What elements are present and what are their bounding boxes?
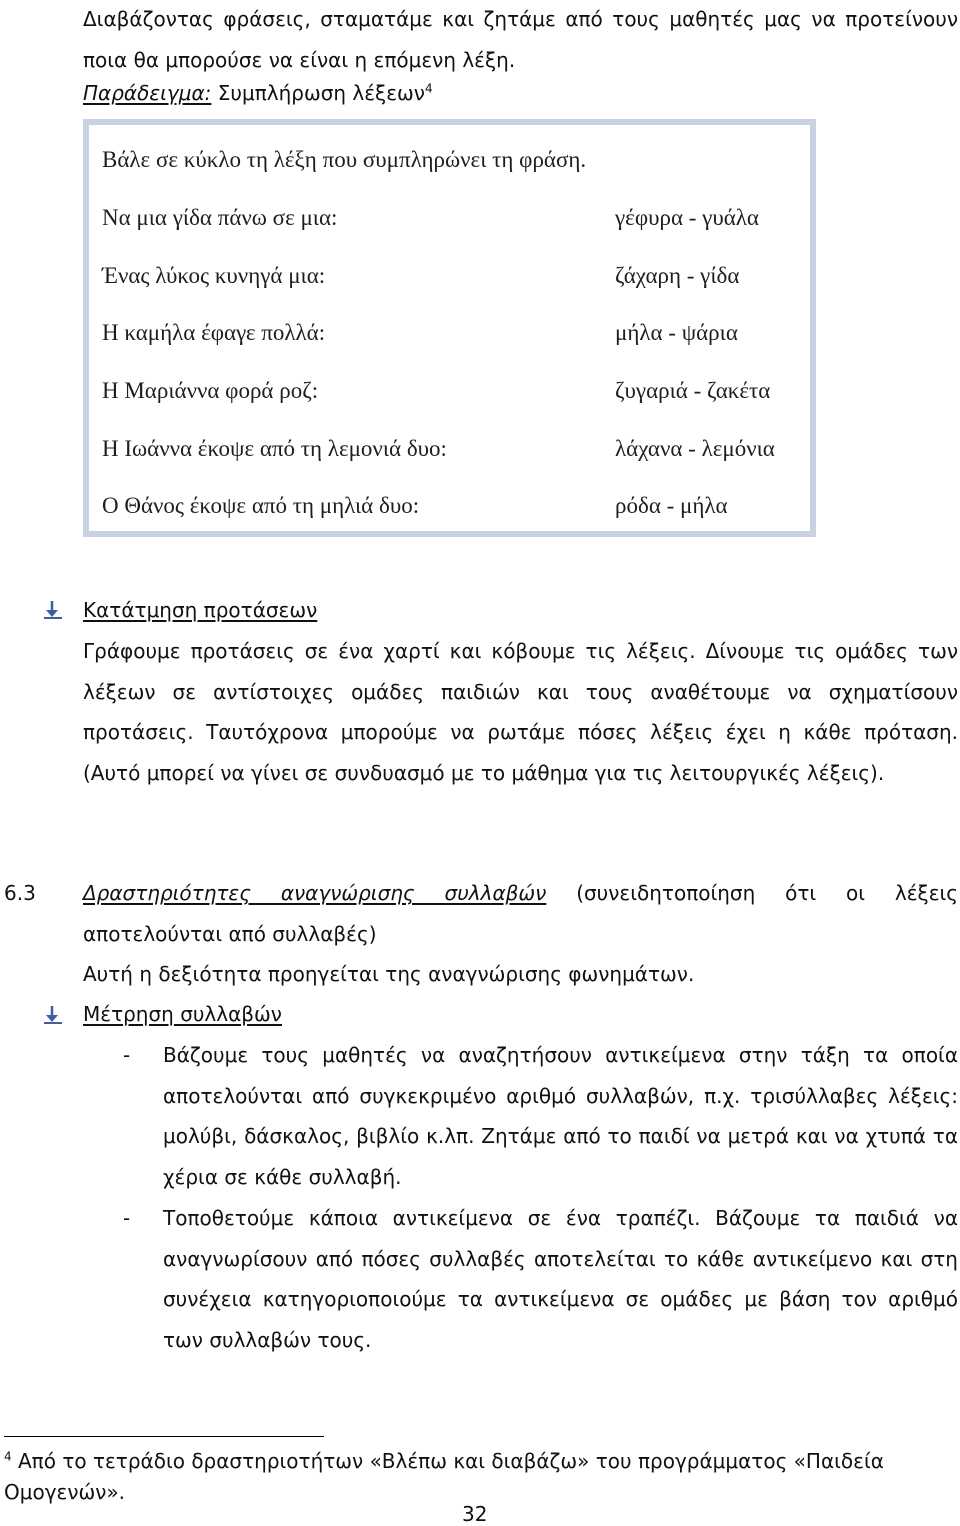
section-subtitle: (συνειδητοποίηση ότι οι λέξεις αποτελούνται από συλλαβές) [83,881,959,946]
section-heading [83,873,958,954]
section-title: Δραστηριότητες αναγνώρισης συλλαβών [83,881,547,905]
exercise-sentence: Ο Θάνος έκοψε από τη μηλιά δυο: [102,493,420,518]
exercise-options: μήλα - ψάρια [615,320,738,345]
intro-paragraph: Διαβάζοντας φράσεις, σταματάμε και ζητάμε από τους μαθητές μας να προτείνουν ποια θα μπορούσε να είναι η επόμενη λέξη. [83,7,958,72]
exercise-row [89,263,810,293]
blue-arrow-bullet-icon [42,1004,64,1026]
exercise-row [89,436,810,466]
exercise-options: ζυγαριά - ζακέτα [615,378,771,403]
list-item: Βάζουμε τους μαθητές να αναζητήσουν αντικείμενα στην τάξη τα οποία αποτελούνται από συγκεκριμένο αριθμό συλλαβών, π.χ. τρισύλλαβες λέξεις: μολύβι, δάσκαλος, βιβλίο κ.λπ. Ζητάμε από το παιδί να μετρά και να χτυπά τα χέρια σε κάθε συλλαβή. [163,1043,958,1189]
exercise-image [83,119,816,537]
exercise-row [89,378,810,408]
exercise-options: λάχανα - λεμόνια [615,436,775,461]
exercise-sentence: Η Ιωάννα έκοψε από τη λεμονιά δυο: [102,436,447,461]
example-label: Παράδειγμα: [83,81,212,105]
exercise-options: γέφυρα - γυάλα [615,205,759,230]
page-number: 32 [462,1502,488,1526]
exercise-sentence: Ένας λύκος κυνηγά μια: [102,263,326,288]
segmentation-heading: Κατάτμηση προτάσεων [83,598,318,622]
exercise-sentence: Η καμήλα έφαγε πολλά: [102,320,326,345]
example-title: Συμπλήρωση λέξεων [217,81,425,105]
exercise-row [89,205,810,235]
list-dash: - [123,1043,131,1067]
example-line [83,73,433,114]
counting-heading: Μέτρηση συλλαβών [83,1002,282,1026]
footnote-separator [4,1436,324,1437]
footnote-text: Από το τετράδιο δραστηριοτήτων «Βλέπω και διαβάζω» του προγράμματος «Παιδεία Ομογενών». [4,1449,884,1504]
segmentation-paragraph: Γράφουμε προτάσεις σε ένα χαρτί και κόβουμε τις λέξεις. Δίνουμε τις ομάδες των λέξεων σε αντίστοιχες ομάδες παιδιών και τους αναθέτουμε να σχηματίσουν προτάσεις. Ταυτόχρονα μπορούμε να ρωτάμε πόσες λέξεις έχει η κάθε πρόταση. (Αυτό μπορεί να γίνει σε συνδυασμό με το μάθημα για τις λειτουργικές λέξεις). [83,639,958,785]
blue-arrow-bullet-icon [42,599,64,621]
exercise-instruction: Βάλε σε κύκλο τη λέξη που συμπληρώνει τη φράση. [102,147,587,172]
list-item: Τοποθετούμε κάποια αντικείμενα σε ένα τραπέζι. Βάζουμε τα παιδιά να αναγνωρίσουν από πόσες συλλαβές αποτελείται το κάθε αντικείμενο και στη συνέχεια κατηγοριοποιούμε τα αντικείμενα σε ομάδες με βάση τον αριθμό των συλλαβών τους. [163,1206,958,1352]
section-number: 6.3 [4,881,36,905]
exercise-row [89,493,810,523]
exercise-row [89,320,810,350]
exercise-sentence: Να μια γίδα πάνω σε μια: [102,205,338,230]
footnote-ref: 4 [424,81,433,96]
section-paragraph: Αυτή η δεξιότητα προηγείται της αναγνώρισης φωνημάτων. [83,962,695,986]
exercise-options: ρόδα - μήλα [615,493,728,518]
exercise-sentence: Η Μαριάννα φορά ροζ: [102,378,319,403]
footnote-number: 4 [4,1449,12,1464]
exercise-options: ζάχαρη - γίδα [615,263,740,288]
footnote [4,1446,958,1508]
list-dash: - [123,1206,131,1230]
